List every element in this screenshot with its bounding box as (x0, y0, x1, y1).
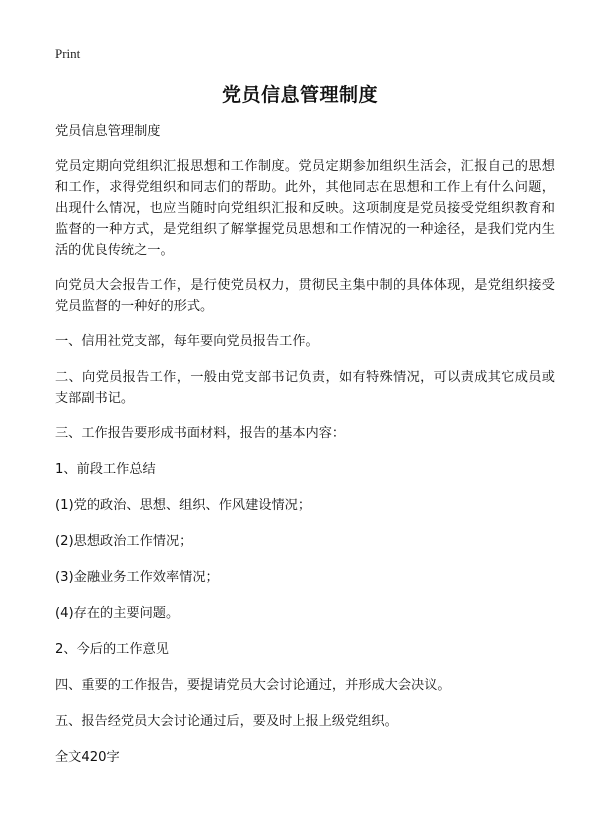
paragraph: 党员定期向党组织汇报思想和工作制度。党员定期参加组织生活会，汇报自己的思想和工作，求得党组织和同志们的帮助。此外，其他同志在思想和工作上有什么问题，出现什么情况，也应当随时向党组织汇报和反映。这项制度是党员接受党组织教育和监督的一种方式，是党组织了解掌握党员思想和工作情况的一种途径，是我们党内生活的优良传统之一。 (55, 159, 555, 258)
document-subtitle: 党员信息管理制度 (55, 124, 161, 139)
list-item: (3)金融业务工作效率情况； (55, 570, 219, 585)
word-count: 全文420字 (55, 750, 120, 765)
paragraph: 四、重要的工作报告，要提请党员大会讨论通过，并形成大会决议。 (55, 678, 451, 693)
list-item: 1、前段工作总结 (55, 462, 156, 477)
paragraph: 二、向党员报告工作，一般由党支部书记负责，如有特殊情况，可以责成其它成员或支部副书记。 (55, 370, 555, 406)
paragraph: 向党员大会报告工作，是行使党员权力，贯彻民主集中制的具体体现，是党组织接受党员监督的一种好的形式。 (55, 278, 555, 314)
list-item: (2)思想政治工作情况； (55, 534, 193, 549)
print-link[interactable]: Print (55, 46, 81, 61)
list-item: 2、今后的工作意见 (55, 642, 169, 657)
paragraph: 三、工作报告要形成书面材料，报告的基本内容： (55, 426, 346, 441)
list-item: (1)党的政治、思想、组织、作风建设情况； (55, 498, 312, 513)
list-item: (4)存在的主要问题。 (55, 606, 180, 621)
paragraph: 五、报告经党员大会讨论通过后，要及时上报上级党组织。 (55, 714, 398, 729)
document-title: 党员信息管理制度 (221, 84, 378, 106)
paragraph: 一、信用社党支部，每年要向党员报告工作。 (55, 334, 319, 349)
document-body (55, 121, 555, 768)
